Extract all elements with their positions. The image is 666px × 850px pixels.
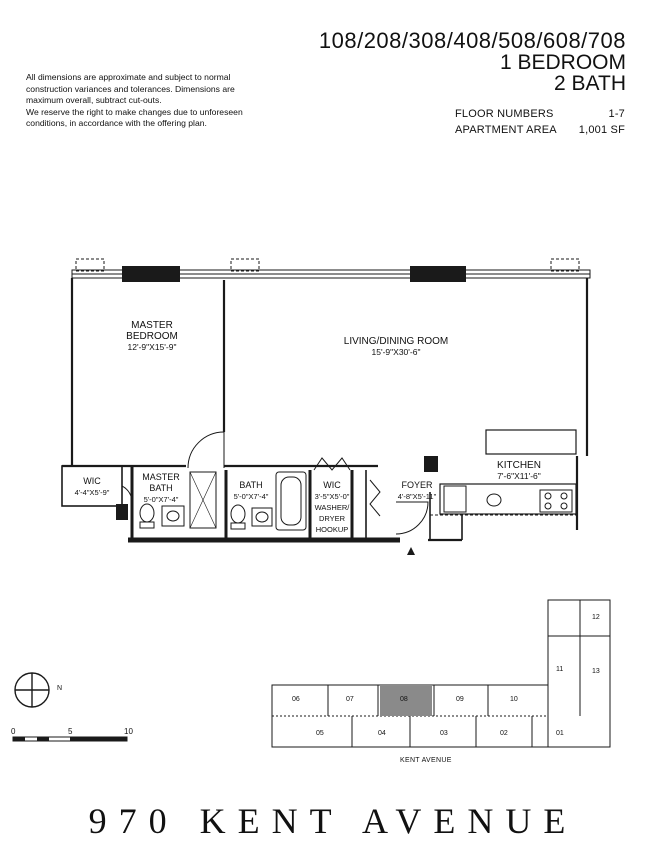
room-foyer: FOYER 4'-8"X5'-11" bbox=[397, 480, 437, 501]
room-wic-2: WIC 3'-5"X5'-0" WASHER/ DRYER HOOKUP bbox=[314, 480, 350, 534]
key-unit-08: 08 bbox=[400, 696, 408, 703]
disclaimer-changes: We reserve the right to make changes due to unforeseen conditions, in accordance with the offering plan. bbox=[26, 106, 243, 128]
key-unit-13: 13 bbox=[592, 668, 600, 675]
room-bath: BATH 5'-0"X7'-4" bbox=[233, 480, 269, 501]
room-kitchen: KITCHEN 7'-6"X11'-6" bbox=[497, 460, 541, 481]
scale-mark-0: 0 bbox=[11, 727, 16, 736]
key-unit-02: 02 bbox=[500, 730, 508, 737]
apartment-area-value: 1,001 SF bbox=[578, 124, 625, 136]
disclaimer-dimensions: All dimensions are approximate and subject to normal construction variances and tolerances. Dimensions are maximum overall, subtract cut-outs. bbox=[26, 72, 235, 105]
building-address: 970 KENT AVENUE bbox=[88, 801, 578, 841]
room-master-bedroom: MASTER BEDROOM 12'-9"X15'-9" bbox=[126, 320, 178, 352]
room-living-dining: LIVING/DINING ROOM 15'-9"X30'-6" bbox=[343, 336, 449, 357]
key-building-tower bbox=[548, 600, 610, 747]
key-unit-03: 03 bbox=[440, 730, 448, 737]
floor-numbers-value: 1-7 bbox=[608, 108, 625, 120]
key-unit-07: 07 bbox=[346, 696, 354, 703]
unit-type-bedrooms: 1 BEDROOM bbox=[499, 51, 626, 74]
key-unit-10: 10 bbox=[510, 696, 518, 703]
north-label: N bbox=[57, 685, 63, 692]
key-unit-09: 09 bbox=[456, 696, 464, 703]
key-unit-06: 06 bbox=[292, 696, 300, 703]
scale-mark-5: 5 bbox=[68, 727, 73, 736]
street-label: KENT AVENUE bbox=[400, 757, 452, 764]
key-unit-01: 01 bbox=[556, 730, 564, 737]
room-master-bath: MASTER BATH 5'-0"X7'-4" bbox=[142, 472, 180, 504]
key-unit-04: 04 bbox=[378, 730, 386, 737]
key-unit-11: 11 bbox=[556, 666, 564, 673]
floor-numbers-label: FLOOR NUMBERS bbox=[455, 108, 554, 120]
scale-mark-10: 10 bbox=[124, 727, 133, 736]
room-wic-1: WIC 4'-4"X5'-9" bbox=[74, 476, 110, 497]
key-unit-05: 05 bbox=[316, 730, 324, 737]
apartment-area-label: APARTMENT AREA bbox=[455, 124, 557, 136]
key-unit-12: 12 bbox=[592, 614, 600, 621]
unit-numbers-title: 108/208/308/408/508/608/708 bbox=[318, 28, 626, 53]
unit-type-baths: 2 BATH bbox=[554, 72, 626, 95]
